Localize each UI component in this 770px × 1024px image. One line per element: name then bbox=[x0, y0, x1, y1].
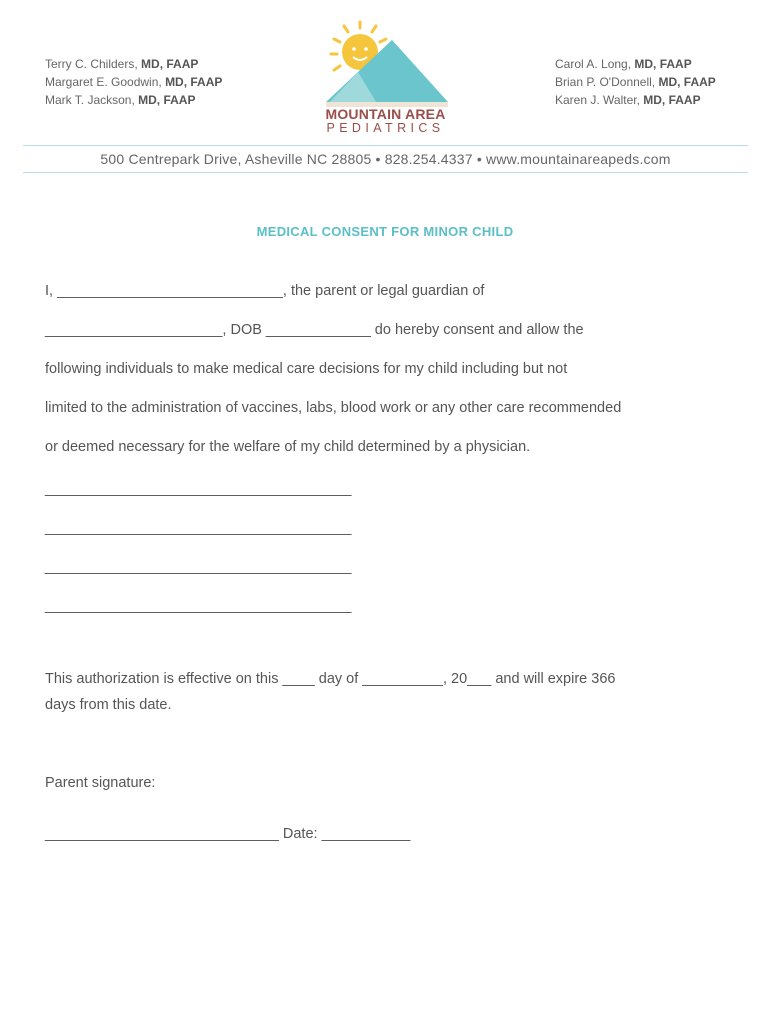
practice-address: 500 Centrepark Drive, Asheville NC 28805 • 828.254.4337 • www.mountainareapeds.com bbox=[100, 151, 671, 167]
header-divider-top bbox=[23, 145, 748, 146]
consent-line-guardian[interactable]: I, ____________________________, the parent or legal guardian of bbox=[45, 283, 485, 299]
authorization-date-line[interactable]: This authorization is effective on this ____ day of __________, 20___ and will expire 366 bbox=[45, 671, 616, 687]
logo-subtitle: PEDIATRICS bbox=[326, 121, 445, 135]
logo-wordmark: MOUNTAIN AREA bbox=[325, 106, 446, 122]
signature-date-line[interactable]: _____________________________ Date: ___________ bbox=[45, 826, 411, 842]
consent-line-text: limited to the administration of vaccines, labs, blood work or any other care recommended bbox=[45, 400, 622, 416]
individual-name-field[interactable]: ______________________________________ bbox=[45, 520, 352, 536]
authorization-expiry-text: days from this date. bbox=[45, 697, 172, 713]
doctor-entry: Margaret E. Goodwin, MD, FAAP bbox=[45, 75, 223, 89]
doctor-entry: Carol A. Long, MD, FAAP bbox=[555, 57, 692, 71]
form-title: MEDICAL CONSENT FOR MINOR CHILD bbox=[256, 224, 514, 239]
individual-name-field[interactable]: ______________________________________ bbox=[45, 559, 352, 575]
doctor-entry: Mark T. Jackson, MD, FAAP bbox=[45, 93, 196, 107]
consent-line-text: following individuals to make medical care decisions for my child including but not bbox=[45, 361, 568, 377]
header-divider-bottom bbox=[23, 172, 748, 173]
doctor-entry: Terry C. Childers, MD, FAAP bbox=[45, 57, 199, 71]
doctor-entry: Brian P. O'Donnell, MD, FAAP bbox=[555, 75, 716, 89]
individual-name-field[interactable]: ______________________________________ bbox=[45, 481, 352, 497]
doctors-list-right bbox=[555, 55, 716, 109]
doctor-entry: Karen J. Walter, MD, FAAP bbox=[555, 93, 701, 107]
consent-line-text: or deemed necessary for the welfare of my child determined by a physician. bbox=[45, 439, 531, 455]
doctors-list-left bbox=[45, 55, 222, 109]
consent-line-child-dob[interactable]: ______________________, DOB _____________ do hereby consent and allow the bbox=[45, 322, 584, 338]
parent-signature-label: Parent signature: bbox=[45, 775, 156, 791]
individual-name-field[interactable]: ______________________________________ bbox=[45, 598, 352, 614]
